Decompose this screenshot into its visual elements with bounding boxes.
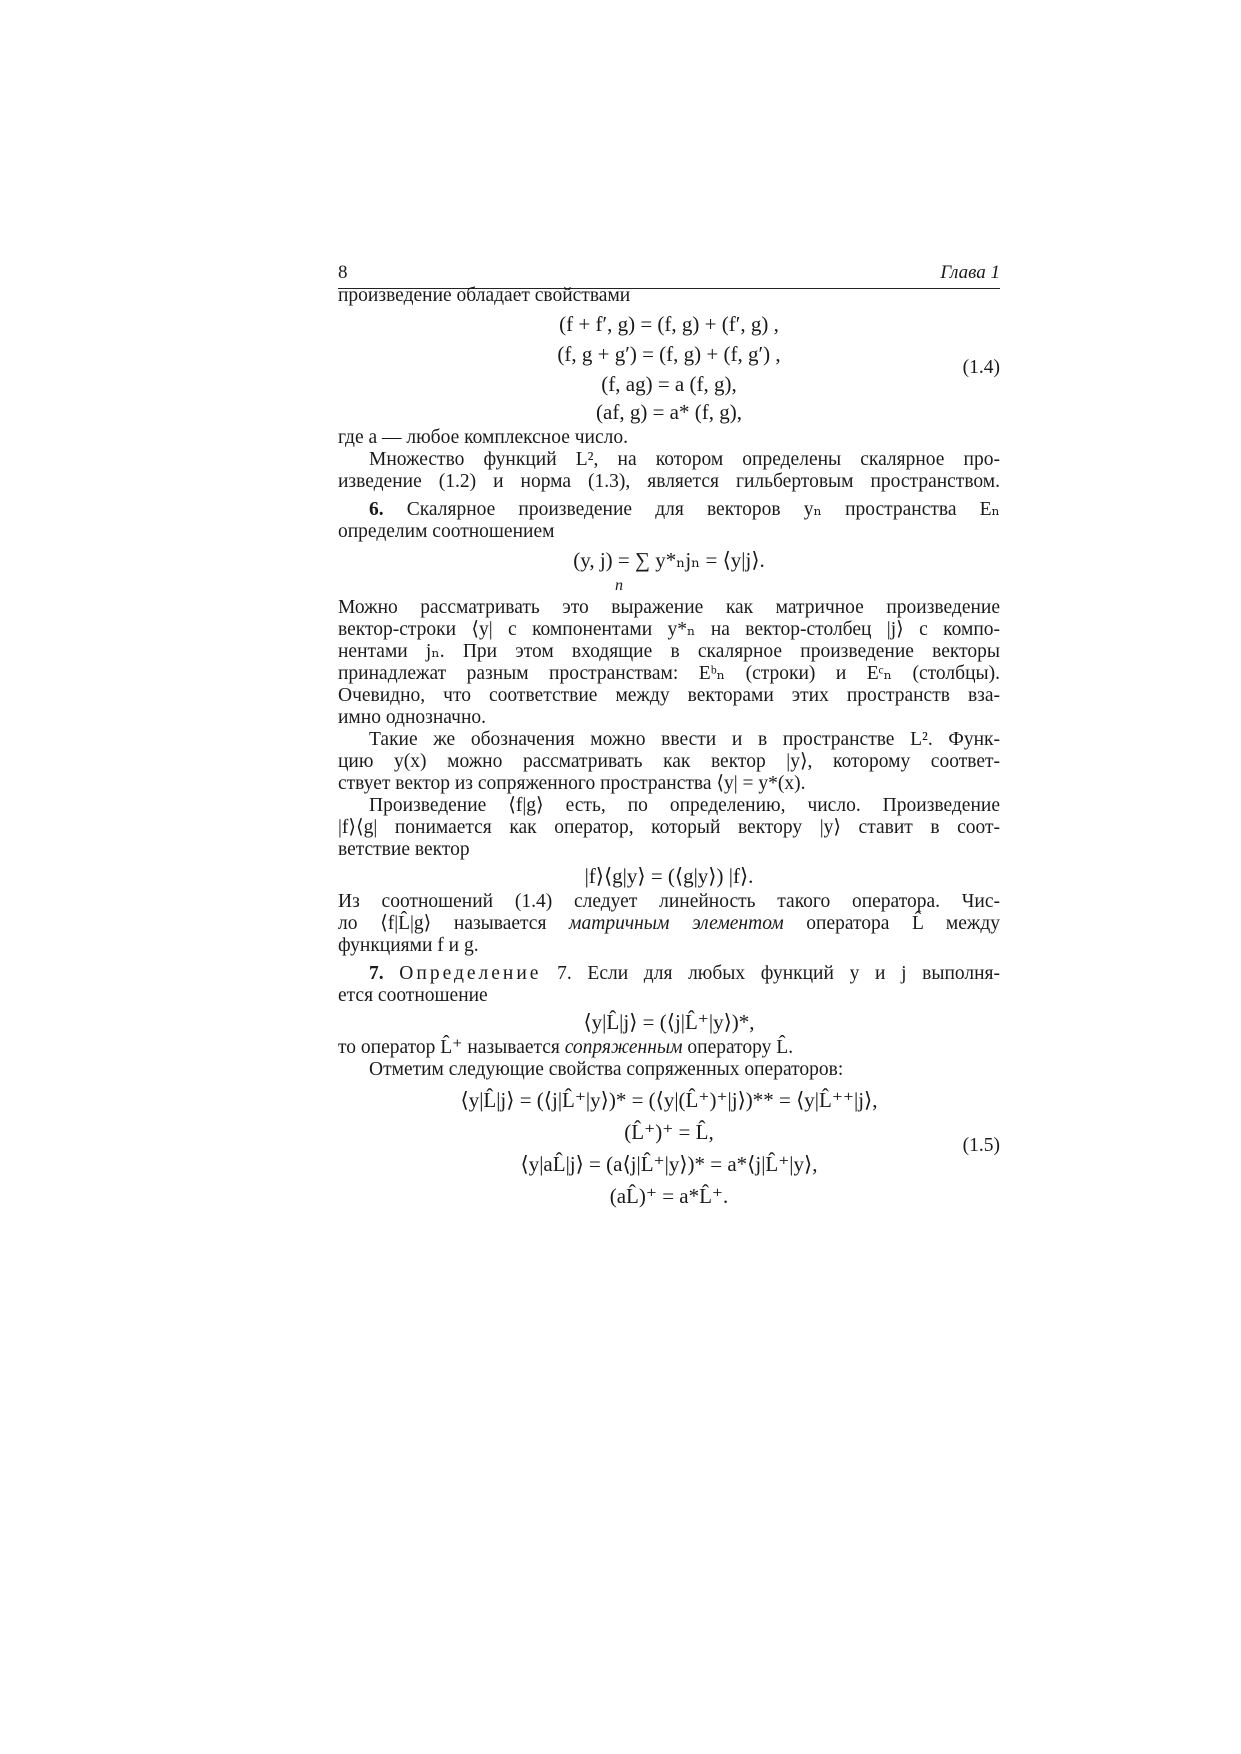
equation-1-5-line-4: (aL̂)⁺ = a*L̂⁺. [609, 1184, 729, 1208]
text-line: Множество функций L², на котором определены скалярное про- [369, 449, 1000, 470]
text-line: Очевидно, что соответствие между векторами этих пространств вза- [338, 685, 1000, 706]
equation-1-5-line-2: (L̂⁺)⁺ = L̂, [624, 1120, 714, 1144]
section-text: Скалярное произведение для векторов yₙ пространства Eₙ [406, 499, 1000, 520]
equation-1-4-line-3: (f, ag) = a (f, g), [601, 372, 737, 396]
text-line: ствует вектор из сопряженного пространства ⟨y| = y*(x). [338, 773, 806, 794]
section-number: 6. [369, 499, 384, 520]
text-line: изведение (1.2) и норма (1.3), является гильбертовым пространством. [338, 471, 1000, 492]
equation-scalar-product: (y, j) = ∑ y*ₙjₙ = ⟨y|j⟩. [573, 548, 765, 572]
equation-1-5-line-3: ⟨y|aL̂|j⟩ = (a⟨j|L̂⁺|y⟩)* = a*⟨j|L̂⁺|y⟩, [520, 1152, 818, 1176]
text-line: Произведение ⟨f|g⟩ есть, по определению, число. Произведение [369, 795, 1000, 816]
text-line: принадлежат разным пространствам: Eᵇₙ (строки) и Eᶜₙ (столбцы). [338, 663, 1000, 684]
text-line: имно однозначно. [338, 707, 487, 728]
chapter-title: Глава 1 [940, 262, 1000, 283]
text-span: ло ⟨f|L̂|g⟩ называется [338, 913, 570, 934]
text-line: где a — любое комплексное число. [338, 427, 628, 448]
text-line: функциями f и g. [338, 935, 479, 956]
text-line: цию y(x) можно рассматривать как вектор |y⟩, которому соответ- [338, 751, 1000, 772]
equation-1-4-line-1: (f + f′, g) = (f, g) + (f′, g) , [559, 312, 779, 336]
equation-1-4-line-4: (af, g) = a* (f, g), [596, 400, 742, 424]
equation-number-1-5: (1.5) [962, 1135, 1000, 1156]
text-span: то оператор L̂⁺ называется [338, 1037, 565, 1058]
text-line [338, 1036, 1000, 1060]
text-line: Такие же обозначения можно ввести и в пространстве L². Функ- [369, 729, 1000, 750]
text-line: нентами jₙ. При этом входящие в скалярное произведение векторы [338, 641, 1000, 662]
text-line: ветствие вектор [338, 839, 470, 860]
text-line: определим соотношением [338, 521, 555, 542]
definition-7-line [338, 962, 1000, 986]
text-line: Отметим следующие свойства сопряженных операторов: [369, 1059, 844, 1080]
text-span: оператору L̂. [682, 1037, 794, 1058]
text-line: Можно рассматривать это выражение как матричное произведение [338, 597, 1000, 618]
equation-adjoint: ⟨y|L̂|j⟩ = (⟨j|L̂⁺|y⟩)*, [583, 1010, 755, 1034]
text-line: |f⟩⟨g| понимается как оператор, который вектору |y⟩ ставит в соот- [338, 817, 1000, 838]
emphasis: сопряженным [564, 1037, 683, 1058]
text-line [338, 912, 1000, 936]
equation-1-4-line-2: (f, g + g′) = (f, g) + (f, g′) , [557, 342, 781, 366]
text-line: Из соотношений (1.4) следует линейность такого оператора. Чис- [338, 891, 1000, 912]
text-span: оператора L̂ между [783, 913, 1000, 934]
definition-label: Определение [399, 963, 542, 984]
sum-index: n [615, 577, 623, 594]
section-number: 7. [369, 963, 384, 984]
emphasis: матричным элементом [569, 913, 784, 934]
equation-number-1-4: (1.4) [962, 357, 1000, 378]
text-line: произведение обладает свойствами [338, 285, 631, 306]
equation-1-5-line-1: ⟨y|L̂|j⟩ = (⟨j|L̂⁺|y⟩)* = (⟨y|(L̂⁺)⁺|j⟩)** = ⟨y|L̂⁺⁺|j⟩, [460, 1088, 878, 1112]
text-line: ется соотношение [338, 985, 488, 1006]
text-line: вектор-строки ⟨y| с компонентами y*ₙ на вектор-столбец |j⟩ с компо- [338, 619, 1000, 640]
equation-operator: |f⟩⟨g|y⟩ = (⟨g|y⟩) |f⟩. [584, 864, 754, 888]
section-6-line [338, 498, 1000, 522]
definition-text: 7. Если для любых функций y и j выполня- [557, 963, 1001, 984]
page-number: 8 [338, 262, 348, 283]
